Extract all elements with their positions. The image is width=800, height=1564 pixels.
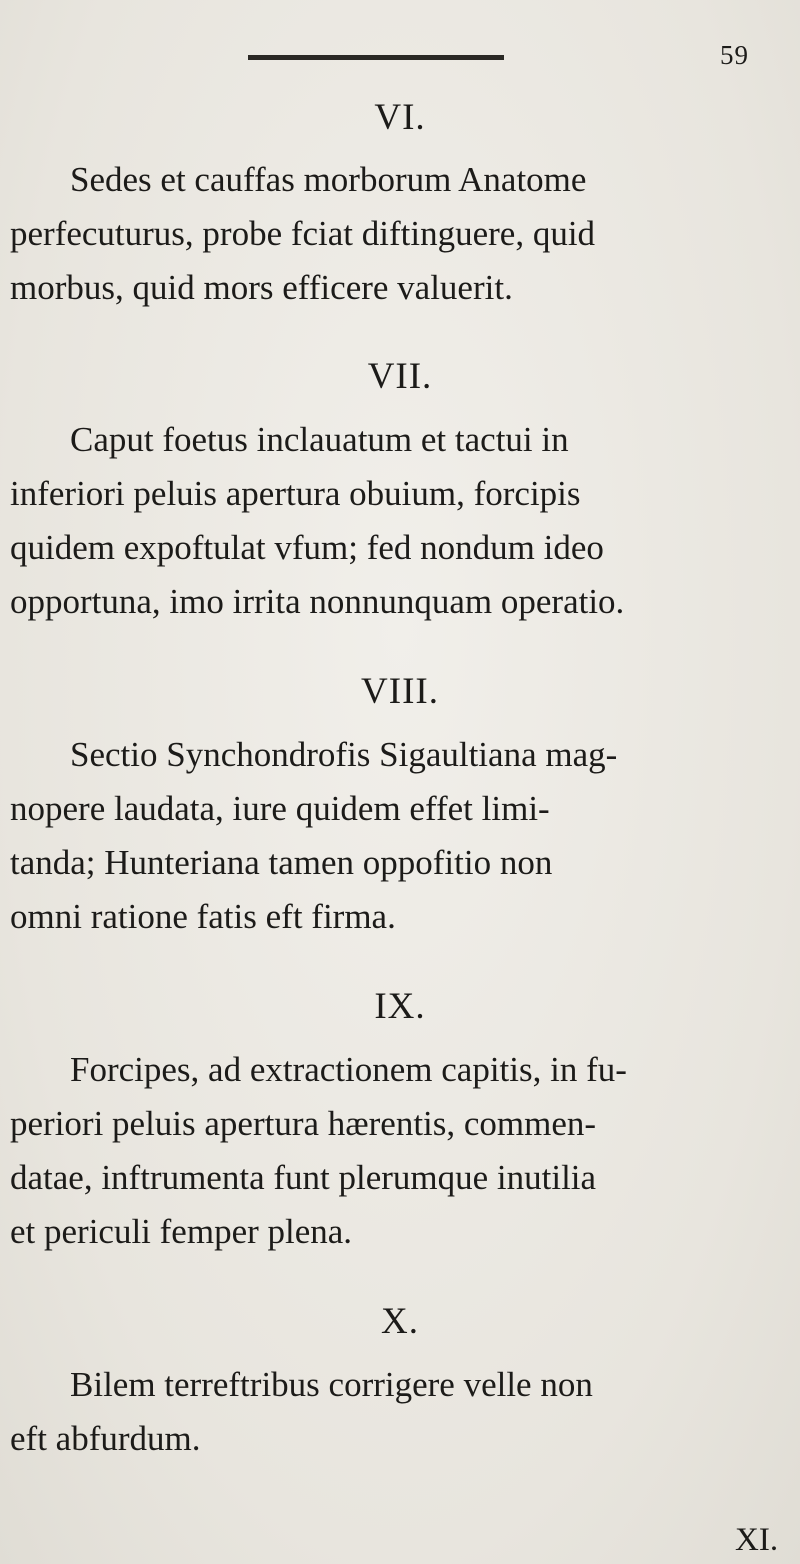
text-line: et periculi femper plena.	[10, 1212, 353, 1251]
text-line: quidem expoftulat vfum; fed nondum ideo	[10, 528, 604, 567]
section-text-ix	[0, 1043, 800, 1259]
section-numeral-x: X.	[381, 1301, 419, 1342]
section-numeral-ix: IX.	[374, 986, 426, 1027]
section-text-vi	[0, 153, 800, 315]
text-line: eft abfurdum.	[10, 1419, 201, 1458]
section-numeral-viii: VIII.	[361, 671, 439, 712]
catchword: XI.	[735, 1522, 779, 1558]
text-line: nopere laudata, iure quidem effet limi-	[10, 789, 550, 828]
header-rule	[248, 55, 504, 60]
text-line: Forcipes, ad extractionem capitis, in fu-	[70, 1050, 627, 1089]
text-line: periori peluis apertura hærentis, commen-	[10, 1104, 597, 1143]
text-line: datae, inftrumenta funt plerumque inutilia	[10, 1158, 597, 1197]
text-line: Caput foetus inclauatum et tactui in	[70, 420, 569, 459]
text-line: omni ratione fatis eft firma.	[10, 897, 396, 936]
section-text-viii	[0, 728, 800, 944]
text-line: morbus, quid mors efficere valuerit.	[10, 268, 513, 307]
text-line: tanda; Hunteriana tamen oppofitio non	[10, 843, 553, 882]
text-line: Sedes et cauffas morborum Anatome	[70, 160, 587, 199]
text-line: perfecuturus, probe fciat diftinguere, quid	[10, 214, 596, 253]
text-line: Sectio Synchondrofis Sigaultiana mag-	[70, 735, 618, 774]
section-text-vii	[0, 413, 800, 629]
text-line: opportuna, imo irrita nonnunquam operatio.	[10, 582, 625, 621]
text-line: Bilem terreftribus corrigere velle non	[70, 1365, 593, 1404]
section-numeral-vii: VII.	[367, 356, 433, 397]
section-text-x	[0, 1358, 800, 1466]
section-numeral-vi: VI.	[374, 97, 426, 138]
text-line: inferiori peluis apertura obuium, forcipis	[10, 474, 581, 513]
page-number: 59	[720, 40, 749, 70]
